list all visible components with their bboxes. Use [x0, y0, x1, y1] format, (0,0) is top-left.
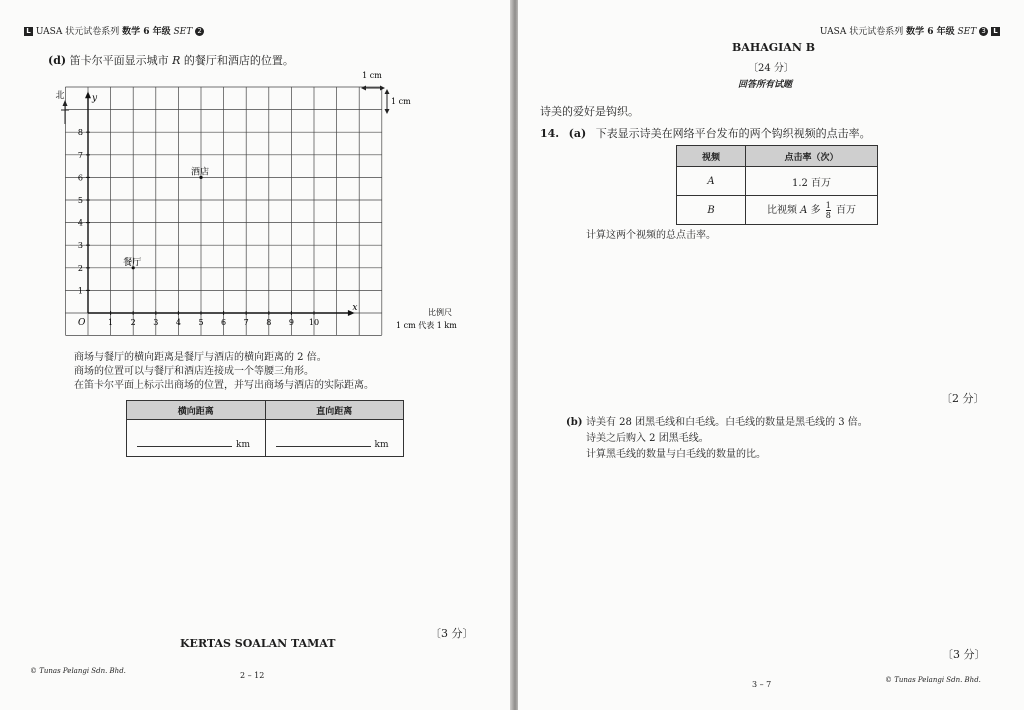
question-14-a — [540, 125, 871, 141]
right-page — [518, 0, 1024, 710]
video-b: B — [677, 196, 746, 225]
question-d-city: R — [172, 54, 181, 67]
rate-b-suffix: 百万 — [836, 204, 857, 216]
x-tick-label: 6 — [221, 318, 227, 327]
set-number: 2 — [195, 27, 204, 36]
y-axis-arrow-icon — [85, 92, 91, 99]
scale-value: 1 cm 代表 1 km — [396, 321, 457, 330]
north-label: 北 — [55, 91, 65, 101]
x-tick-label: 8 — [266, 318, 272, 327]
series-title-right: UASA 状元试卷系列 — [819, 27, 904, 37]
cartesian-plane — [50, 64, 480, 340]
x-tick-label: 4 — [175, 318, 181, 327]
subject-title-right: 数学 6 年级 — [906, 27, 955, 37]
section-title: BAHAGIAN B — [732, 41, 816, 54]
question-14b-line-3: 计算黑毛线的数量与白毛线的数量的比。 — [586, 449, 766, 460]
question-14-number: 14. — [540, 127, 560, 140]
x-tick-label: 9 — [288, 318, 294, 327]
section-instruction: 回答所有试题 — [738, 80, 793, 90]
marks-14b: 〔3 分〕 — [942, 648, 986, 661]
copyright-left: © Tunas Pelangi Sdn. Bhd. — [30, 667, 126, 675]
info-block — [74, 351, 374, 393]
grid-lines — [65, 87, 381, 336]
rate-b — [746, 196, 878, 225]
answer-table — [126, 400, 404, 457]
answer-unit-vertical: km — [374, 440, 389, 450]
section-marks: 〔24 分〕 — [748, 63, 794, 74]
left-header — [24, 24, 204, 37]
marks-14a: 〔2 分〕 — [941, 392, 985, 405]
fraction-numerator: 1 — [825, 200, 831, 210]
answer-cell-horizontal[interactable] — [127, 420, 266, 457]
rate-b-mid: 多 — [810, 204, 821, 216]
video-table — [676, 145, 878, 225]
y-tick-label: 4 — [77, 218, 83, 228]
y-tick-label: 8 — [77, 128, 83, 138]
video-a: A — [677, 167, 746, 196]
x-tick-label: 1 — [108, 318, 114, 327]
rate-header: 点击率（次） — [746, 146, 878, 167]
question-14b-line-2: 诗美之后购入 2 团黑毛线。 — [586, 433, 709, 444]
answer-header-vertical: 直向距离 — [265, 401, 404, 420]
table-row — [677, 167, 878, 196]
question-14a-question: 计算这两个视频的总点击率。 — [586, 230, 716, 241]
info-line-1: 商场与餐厅的横向距离是餐厅与酒店的横向距离的 2 倍。 — [74, 352, 327, 363]
question-d-text: 笛卡尔平面显示城市 — [69, 54, 169, 67]
marks-left: 〔3 分〕 — [430, 627, 474, 640]
scale-title: 比例尺 — [428, 308, 452, 317]
question-14a-text: 下表显示诗美在网络平台发布的两个钩织视频的点击率。 — [595, 127, 871, 140]
grid-labels — [78, 94, 358, 328]
y-tick-label: 2 — [77, 263, 83, 273]
y-tick-label: 6 — [77, 173, 83, 183]
question-d-label: (d) — [48, 54, 67, 67]
answer-header-horizontal: 横向距离 — [127, 401, 266, 420]
page-number-right: 3 – 7 — [752, 680, 772, 689]
set-label-right: SET — [957, 27, 977, 37]
x-tick-label: 10 — [308, 318, 320, 327]
subject-title: 数学 6 年级 — [122, 27, 171, 37]
end-of-paper: KERTAS SOALAN TAMAT — [180, 637, 336, 650]
right-header — [820, 24, 1000, 37]
question-14-b — [566, 415, 868, 463]
x-tick-label: 5 — [198, 318, 204, 327]
info-line-3: 在笛卡尔平面上标示出商场的位置，并写出商场与酒店的实际距离。 — [74, 380, 374, 391]
y-tick-label: 7 — [77, 150, 83, 160]
y-tick-label: 1 — [77, 286, 83, 296]
table-row — [677, 196, 878, 225]
question-14b-line-1: 诗美有 28 团黑毛线和白毛线。白毛线的数量是黑毛线的 3 倍。 — [586, 417, 868, 428]
x-axis-label: x — [352, 303, 358, 313]
copyright-right: © Tunas Pelangi Sdn. Bhd. — [885, 676, 981, 684]
scale-h-label: 1 cm — [362, 71, 382, 80]
set-label: SET — [173, 27, 193, 37]
rate-a: 1.2 百万 — [746, 167, 878, 196]
location-label: 酒店 — [191, 167, 210, 178]
y-axis-label: y — [92, 93, 98, 104]
x-tick-label: 3 — [153, 318, 159, 327]
set-number-right: 3 — [979, 27, 988, 36]
info-line-2: 商场的位置可以与餐厅和酒店连接成一个等腰三角形。 — [74, 366, 314, 377]
origin-label: O — [78, 318, 86, 328]
fraction-denominator: 8 — [825, 210, 831, 220]
video-header: 视频 — [677, 146, 746, 167]
question-14b-label: (b) — [566, 417, 583, 428]
page-number-left: 2 – 12 — [240, 671, 265, 680]
scale-v-label: 1 cm — [391, 97, 411, 106]
y-tick-label: 5 — [77, 196, 83, 205]
answer-unit-horizontal: km — [236, 440, 250, 450]
publisher-logo-icon-right: L — [991, 27, 1000, 36]
publisher-logo-icon: L — [24, 27, 33, 36]
intro-text: 诗美的爱好是钩织。 — [540, 105, 639, 118]
y-tick-label: 3 — [77, 241, 83, 251]
series-title: UASA 状元试卷系列 — [35, 27, 120, 37]
question-d-text-end: 的餐厅和酒店的位置。 — [183, 54, 294, 67]
answer-cell-vertical[interactable] — [265, 420, 404, 457]
rate-b-ref: A — [800, 204, 808, 216]
x-tick-label: 2 — [130, 318, 136, 327]
location-label: 餐厅 — [123, 257, 142, 268]
x-tick-label: 7 — [243, 318, 249, 327]
fraction — [826, 201, 831, 220]
question-14a-label: (a) — [568, 127, 587, 140]
rate-b-prefix: 比视频 — [766, 204, 797, 216]
